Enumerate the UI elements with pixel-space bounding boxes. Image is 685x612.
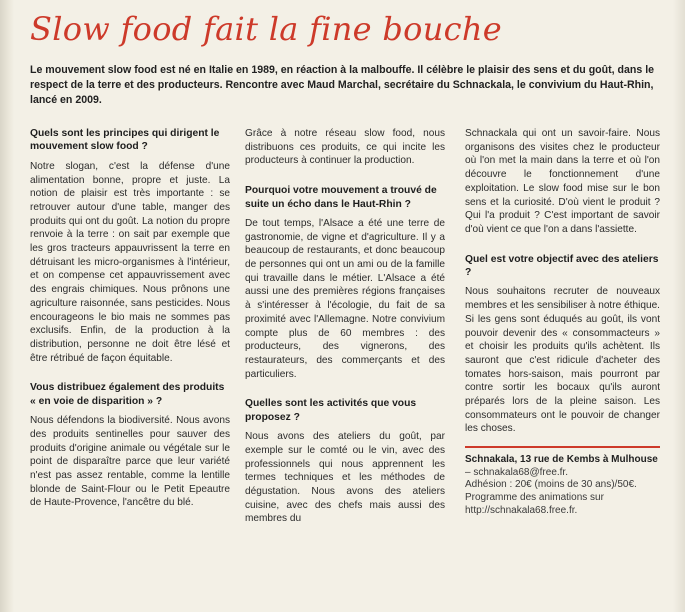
- column-3: [465, 127, 660, 517]
- answer-activities-continued: Schnackala qui ont un savoir-faire. Nous organisons des visites chez le producteur où l'on met la main dans la terre et où l'on découvre le fonctionnement d'une exploitation. Le slow food mise sur le bon sens et la curiosité. D'où vient le produit ? Qui l'a produit ? C'est important de savoir d'où vient ce que l'on a dans l'assiette.: [465, 128, 660, 235]
- question-principles: Quels sont les principes qui dirigent le mouvement slow food ?: [30, 128, 220, 153]
- answer-objective: Nous souhaitons recruter de nouveaux membres et les sensibiliser à notre éthique. Si les gens sont éduqués au goût, ils vont pouvoir devenir des « consommacteurs » et choisir les produits qu'ils achètent. Ils sauront que c'est ridicule d'acheter des tomates hors-saison, mais pourront par contre sortir les bocaux qu'ils auront préparés lors de la pleine saison. Les consommateurs ont le pouvoir de changer les choses.: [465, 286, 660, 435]
- question-objective: Quel est votre objectif avec des ateliers ?: [465, 253, 659, 279]
- column-2: [245, 127, 445, 532]
- page-edge-shadow: [673, 0, 685, 612]
- answer-principles: Notre slogan, c'est la défense d'une alimentation bonne, propre et juste. La notion de plaisir est très importante : se retrouver autour d'une table, manger des produits qui ont du goût. La notion du propre renvoie à la terre : on sait par exemple que les gros tracteurs appauvrissent la terre en détruisant les micro-organismes à l'intérieur, et on compense cet appauvrissement avec des engrais chimiques. Nous prônons une agriculture raisonnée, sans pesticides. Nous encourageons le bio mais ne sommes pas exclusifs. Enfin, de la production à la distribution, personne ne doit être lésé et être rétribué de façon équitable.: [30, 160, 230, 364]
- question-activities: Quelles sont les activités que vous proposez ?: [245, 398, 417, 423]
- answer-haut-rhin: De tout temps, l'Alsace a été une terre de gastronomie, de vigne et d'agriculture. Il y a beaucoup de restaurants, et donc beaucoup de personnes qui ont un ami ou de la famille qui travaille dans le métier. L'Alsace a été aussi une des premières régions françaises à s'intéresser à l'écologie, du fait de sa proximité avec l'Allemagne. Notre convivium compte plus de 60 membres : des producteurs, des vignerons, des restaurateurs, des commerçants et des particuliers.: [245, 217, 445, 380]
- info-fee: Adhésion : 20€ (moins de 30 ans)/50€.: [465, 479, 637, 491]
- answer-activities: Nous avons des ateliers du goût, par exemple sur le comté ou le vin, avec des professionnels qui nous apprennent les termes techniques et les méthodes de dégustation. Nous avons des ateliers cuisine, avec des chefs mais aussi des membres du: [245, 431, 445, 525]
- article-title: Slow food fait la fine bouche: [30, 10, 503, 48]
- answer-disappearing-products-continued: Grâce à notre réseau slow food, nous distribuons ces produits, ce qui incite les producteurs à continuer la production.: [245, 128, 445, 167]
- info-name: Schnakala, 13 rue de Kembs à Mulhouse: [465, 454, 658, 466]
- info-program: Programme des animations sur http://schnakala68.free.fr.: [465, 491, 604, 516]
- page-binding-shadow: [0, 0, 14, 612]
- question-disappearing-products: Vous distribuez également des produits « en voie de disparition » ?: [30, 382, 225, 407]
- info-box: [465, 446, 660, 517]
- answer-disappearing-products: Nous défendons la biodiversité. Nous avons des produits sentinelles pour sauver des produits d'origine animale ou végétale sur le point de disparaître parce que leur variété n'est pas assez rentable, comme la lentille blonde de Saint-Flour ou le Petit Epeautre de Haute-Provence, l'ancêtre du blé.: [30, 415, 230, 509]
- question-haut-rhin: Pourquoi votre mouvement a trouvé de suite un écho dans le Haut-Rhin ?: [245, 185, 437, 210]
- column-1: [30, 127, 230, 516]
- article-lead: Le mouvement slow food est né en Italie en 1989, en réaction à la malbouffe. Il célèbre le plaisir des sens et du goût, dans le respect de la terre et des producteurs. Rencontre avec Maud Marchal, secrétaire du Schnackala, le convivium du Haut-Rhin, lancé en 2009.: [30, 64, 655, 106]
- info-email: – schnakala68@free.fr.: [465, 466, 568, 478]
